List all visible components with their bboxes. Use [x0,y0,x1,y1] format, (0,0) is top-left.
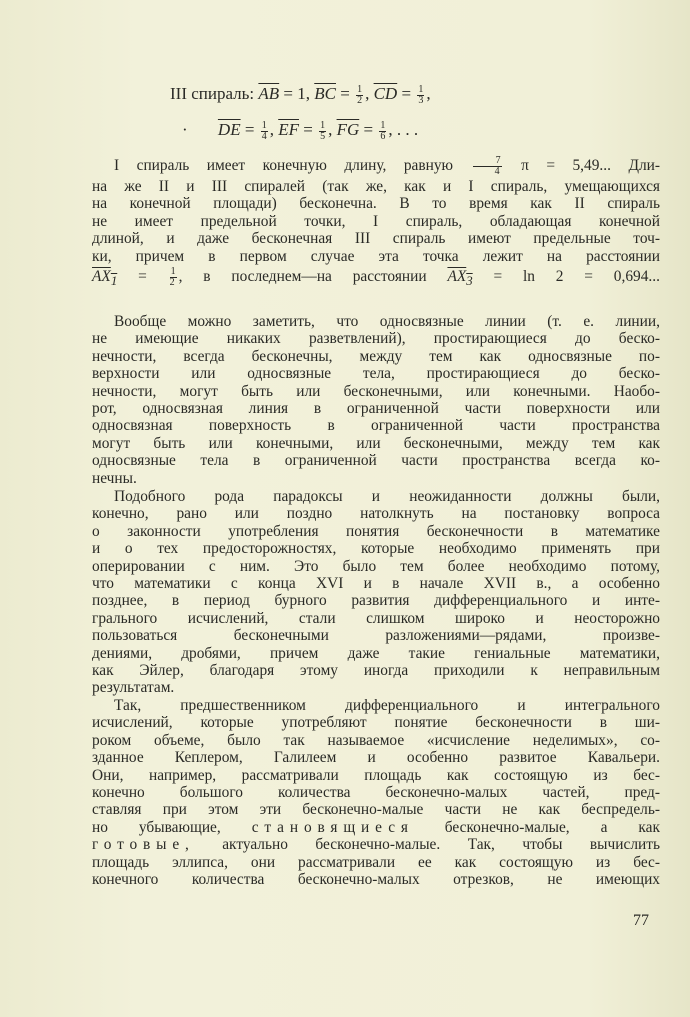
text-line: не имеет предельной точки, I спираль, обладающая конечной [92,212,660,230]
text-line: на же II и III спиралей (так же, как и I спираль, умещающихся [92,178,660,195]
text-line: Вообще можно заметить, что односвязные линии (т. е. линии, [114,313,660,330]
text-line: зданное Кеплером, Галилеем и особенно развитое Кавальери. [92,749,660,767]
spaced-emphasis: становящиеся [251,818,414,836]
text-line: как Эйлер, благодаря этому иногда приходили к неправильным [92,661,660,679]
text-line: могут быть или конечными, или бесконечными, между тем как [92,434,660,452]
denominator: 3 [418,94,424,106]
dot: · [182,120,188,139]
value: = 1, [283,84,311,103]
paragraph-1 [92,154,660,289]
numerator: 1 [261,119,267,131]
text: AX [92,267,111,285]
text-line: грального исчислений, стали слишком широко и неосторожно [92,609,660,627]
text-line [92,154,660,178]
text: бесконечно-малые, а как [444,818,660,836]
spaced-emphasis: готовые, [92,836,195,854]
text-line: роком объеме, было так называемое «исчисление неделимых», со- [92,731,660,749]
subscript: 3 [466,274,473,289]
text-line [92,836,660,853]
text-line: и о тех предосторожностях, которые необходимо применять при [92,540,660,558]
text: актуально бесконечно-малые. Так, чтобы вычислить [222,836,660,854]
fraction [170,267,177,288]
text-line: на конечной площади) бесконечна. В то время как II спираль [92,195,660,213]
denominator: 2 [169,276,175,288]
segment-ax3 [447,267,473,289]
comma: , [426,84,431,103]
text: AX [447,267,467,285]
text-line: пользоваться бесконечными разложениями—рядами, произве- [92,627,660,645]
text-line [92,265,660,289]
text: = ln 2 = 0,694... [493,267,660,285]
text-line: рот, односвязная линия в ограниченной части поверхности или [92,399,660,417]
segment-ab: $\overline{AB}$ [258,84,280,103]
fraction [379,121,386,142]
paragraph-2 [92,313,660,487]
formula-line-2: · $\overline{DE}$ = $\frac{1}{4}$ , $\overline{EF}$ = $\frac{1}{5}$ , $\overline{FG}$ = $\frac{1}{6}$ , . . . [182,119,419,142]
numerator: 7 [473,156,502,167]
denominator: 5 [320,130,326,142]
text-line: оперировании с ним. Это было тем более необходимо потому, [92,557,660,575]
paragraph-3 [92,488,660,697]
fraction [319,121,326,142]
segment-bc: $\overline{BC}$ [314,84,336,103]
fraction [417,85,424,106]
equals: = [244,120,255,139]
text-line: исчислений, которые употребляют понятие бесконечности в ши- [92,714,660,732]
text-line: конечно большого количества бесконечно-малых частей, пред- [92,783,660,801]
equals: = [401,84,412,103]
text-line: о законности употребления понятия бесконечности в математике [92,522,660,540]
text-line: односвязная поверхность в ограниченной части пространства [92,417,660,435]
fraction [261,121,268,142]
text-line: ки, причем в первом случае эта точка лежит на расстоянии [92,247,660,265]
text-line: верхности или односвязные тела, простирающиеся до беско- [92,365,660,383]
text-line: Подобного рода парадоксы и неожиданности должны были, [114,488,660,505]
text-line: площадь эллипса, они рассматривали ее как состоящую из бес- [92,853,660,871]
text-line: нечны. [92,469,137,487]
text-line: конечно, рано или поздно натолкнуть на постановку вопроса [92,505,660,523]
numerator: 1 [170,265,176,277]
text: I спираль имеет конечную длину, равную [114,157,454,174]
subscript: 1 [110,274,118,289]
text: , в последнем—на расстоянии [178,267,427,285]
segment-ef: $\overline{EF}$ [278,120,299,139]
text-line [92,819,660,836]
text-line: Они, например, рассматривали площадь как состоящую из бес- [92,766,660,784]
equals: = [303,120,313,139]
text-line: дениями, дробями, причем даже такие гениальные математики, [92,644,660,662]
numerator: 1 [418,83,424,95]
equals: = [138,267,147,285]
denominator: 4 [261,130,267,142]
page-number: 77 [633,912,649,929]
text-line: нечности, могут быть или бесконечными, или конечными. Наобо- [92,382,660,400]
text-line: Так, предшественником дифференциального и интегрального [114,697,660,714]
text-line: результатам. [92,679,175,697]
text-line: конечного количества бесконечно-малых отрезков, не имеющих [92,870,660,888]
segment-cd: $\overline{CD}$ [373,84,398,103]
numerator: 1 [320,119,326,131]
text: но убывающие, [92,818,221,836]
text: π = 5,49... Дли- [521,157,660,174]
formula-line-1: III спираль: $\overline{AB} = 1$, $\overline{BC}$ = $\frac{1}{2}$ , $\overline{CD}$ = $\frac{1}{3}$ , [170,83,431,106]
denominator: 2 [357,94,363,106]
denominator: 4 [494,165,500,177]
text-line: что математики с конца XVI и в начале XVII в., а особенно [92,574,660,592]
numerator: 1 [357,83,363,95]
ellipsis: , . . . [388,120,419,139]
numerator: 1 [380,119,386,131]
segment-ax1 [92,267,118,289]
text-line: длиной, и даже бесконечная III спираль имеют предельные точ- [92,230,660,248]
segment-de: $\overline{DE}$ [217,120,241,139]
fraction [473,156,502,177]
text-line: позднее, в период бурного развития дифференциального и инте- [92,592,660,610]
segment-fg: $\overline{FG}$ [336,120,360,139]
equals: = [340,84,350,103]
text-line: не имеющие никаких разветвлений), простирающиеся до беско- [92,330,660,348]
equals: = [363,120,374,139]
paragraph-4 [92,697,660,888]
text-line: ставляя при этом эти бесконечно-малые части не как беспредель- [92,801,660,819]
formula-label: III спираль: [170,84,255,103]
denominator: 6 [380,130,386,142]
fraction [356,85,363,106]
text-line: нечности, всегда бесконечны, между тем как односвязные по- [92,347,660,365]
text-line: односвязные тела в ограниченной части пространства всегда ко- [92,452,660,470]
